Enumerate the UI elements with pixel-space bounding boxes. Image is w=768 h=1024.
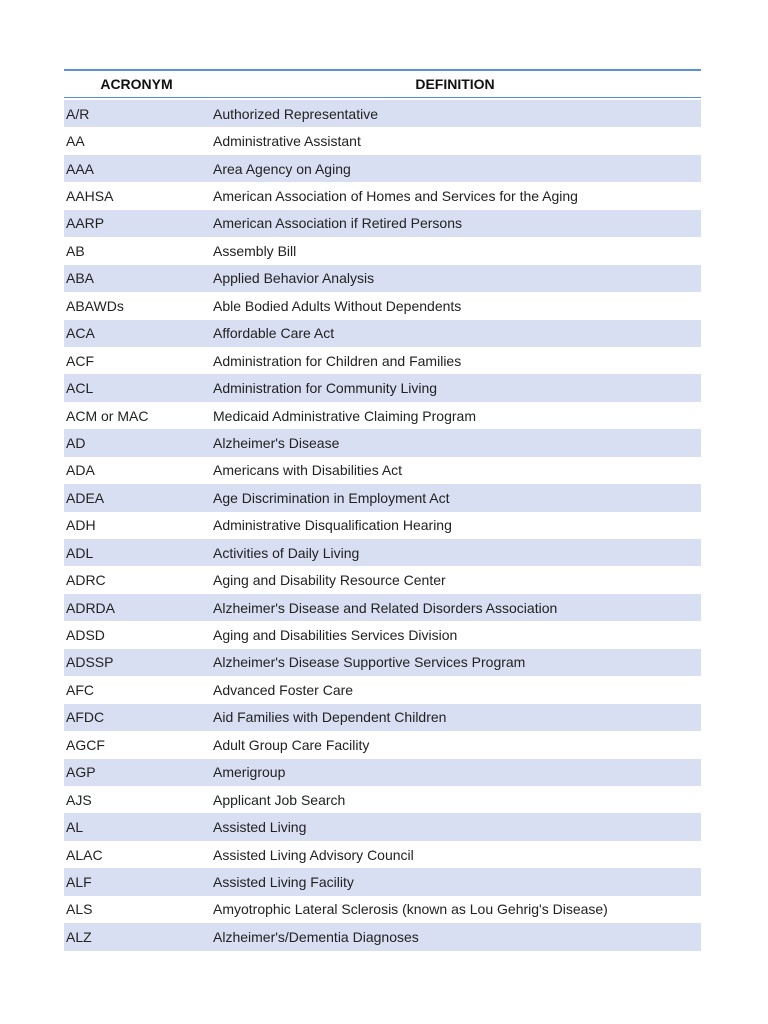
acronym-cell: ALAC [66, 846, 103, 863]
table-row [64, 127, 701, 154]
definition-cell: Aging and Disabilities Services Division [213, 627, 458, 644]
acronym-cell: ACF [66, 352, 94, 369]
header-definition: DEFINITION [415, 76, 495, 92]
definition-cell: Administration for Children and Families [213, 352, 462, 369]
table-row [64, 704, 701, 731]
definition-cell: Alzheimer's/Dementia Diagnoses [213, 928, 419, 945]
table-row [64, 813, 701, 840]
definition-cell: American Association if Retired Persons [213, 215, 462, 232]
table-row [64, 621, 701, 648]
table-row [64, 320, 701, 347]
table-row [64, 484, 701, 511]
definition-cell: Aging and Disability Resource Center [213, 572, 446, 589]
acronym-cell: ABA [66, 270, 95, 287]
table-row [64, 896, 701, 923]
definition-cell: Administrative Assistant [213, 133, 361, 150]
definition-cell: Advanced Foster Care [213, 681, 354, 698]
acronym-cell: AGP [66, 764, 96, 781]
acronym-cell: AAHSA [66, 188, 114, 205]
definition-cell: Assisted Living [213, 819, 307, 836]
table-row [64, 402, 701, 429]
table-row [64, 759, 701, 786]
definition-cell: Authorized Representative [213, 105, 378, 122]
table-row [64, 676, 701, 703]
acronym-cell: ACL [66, 380, 94, 397]
definition-cell: Alzheimer's Disease and Related Disorders Association [213, 599, 558, 616]
table-row [64, 786, 701, 813]
table-row [64, 182, 701, 209]
acronym-cell: AFC [66, 681, 94, 698]
table-row [64, 868, 701, 895]
table-row [64, 539, 701, 566]
definition-cell: Applied Behavior Analysis [213, 270, 375, 287]
table-row [64, 429, 701, 456]
table-row [64, 649, 701, 676]
definition-cell: Administrative Disqualification Hearing [213, 517, 452, 534]
acronym-cell: ACA [66, 325, 95, 342]
definition-cell: Amerigroup [213, 764, 286, 781]
table-row [64, 100, 701, 127]
definition-cell: Applicant Job Search [213, 791, 346, 808]
definition-cell: Medicaid Administrative Claiming Program [213, 407, 476, 424]
definition-cell: Adult Group Care Facility [213, 736, 370, 753]
acronym-cell: AL [66, 819, 84, 836]
acronym-cell: AAA [66, 160, 95, 177]
definition-cell: American Association of Homes and Services for the Aging [213, 188, 578, 205]
acronym-cell: ABAWDs [66, 297, 124, 314]
definition-cell: Affordable Care Act [213, 325, 335, 342]
table-row [64, 155, 701, 182]
acronym-cell: ADL [66, 544, 94, 561]
definition-cell: Area Agency on Aging [213, 160, 351, 177]
table-row [64, 374, 701, 401]
acronym-cell: AB [66, 242, 85, 259]
table-row [64, 347, 701, 374]
acronym-cell: AARP [66, 215, 105, 232]
definition-cell: Alzheimer's Disease [213, 434, 340, 451]
definition-cell: Age Discrimination in Employment Act [213, 489, 450, 506]
definition-cell: Assisted Living Facility [213, 873, 354, 890]
acronym-cell: ALF [66, 873, 92, 890]
acronym-cell: ADSD [66, 627, 105, 644]
acronym-cell: ADEA [66, 489, 105, 506]
header-acronym: ACRONYM [100, 76, 173, 92]
acronym-cell: ADRDA [66, 599, 116, 616]
table-body [64, 100, 701, 951]
definition-cell: Alzheimer's Disease Supportive Services Program [213, 654, 526, 671]
acronym-cell: AD [66, 434, 86, 451]
acronym-cell: ADA [66, 462, 95, 479]
acronym-cell: ACM or MAC [66, 407, 149, 424]
acronym-cell: ALS [66, 901, 93, 918]
definition-cell: Able Bodied Adults Without Dependents [213, 297, 462, 314]
acronym-cell: AJS [66, 791, 92, 808]
definition-cell: Americans with Disabilities Act [213, 462, 403, 479]
acronym-cell: AA [66, 133, 85, 150]
table-row [64, 512, 701, 539]
table-row [64, 731, 701, 758]
acronym-table [64, 69, 701, 951]
acronym-cell: ADH [66, 517, 96, 534]
acronym-cell: AGCF [66, 736, 105, 753]
acronym-cell: A/R [66, 105, 90, 122]
acronym-cell: ALZ [66, 928, 92, 945]
acronym-cell: ADSSP [66, 654, 114, 671]
definition-cell: Administration for Community Living [213, 380, 438, 397]
definition-cell: Amyotrophic Lateral Sclerosis (known as Lou Gehrig's Disease) [213, 901, 608, 918]
table-row [64, 292, 701, 319]
acronym-cell: ADRC [66, 572, 106, 589]
table-row [64, 594, 701, 621]
table-row [64, 841, 701, 868]
definition-cell: Activities of Daily Living [213, 544, 360, 561]
definition-cell: Aid Families with Dependent Children [213, 709, 447, 726]
table-row [64, 210, 701, 237]
acronym-cell: AFDC [66, 709, 105, 726]
table-row [64, 923, 701, 950]
table-row [64, 457, 701, 484]
definition-cell: Assisted Living Advisory Council [213, 846, 414, 863]
table-row [64, 237, 701, 264]
definition-cell: Assembly Bill [213, 242, 297, 259]
table-row [64, 265, 701, 292]
table-row [64, 566, 701, 593]
table-header [64, 71, 701, 98]
